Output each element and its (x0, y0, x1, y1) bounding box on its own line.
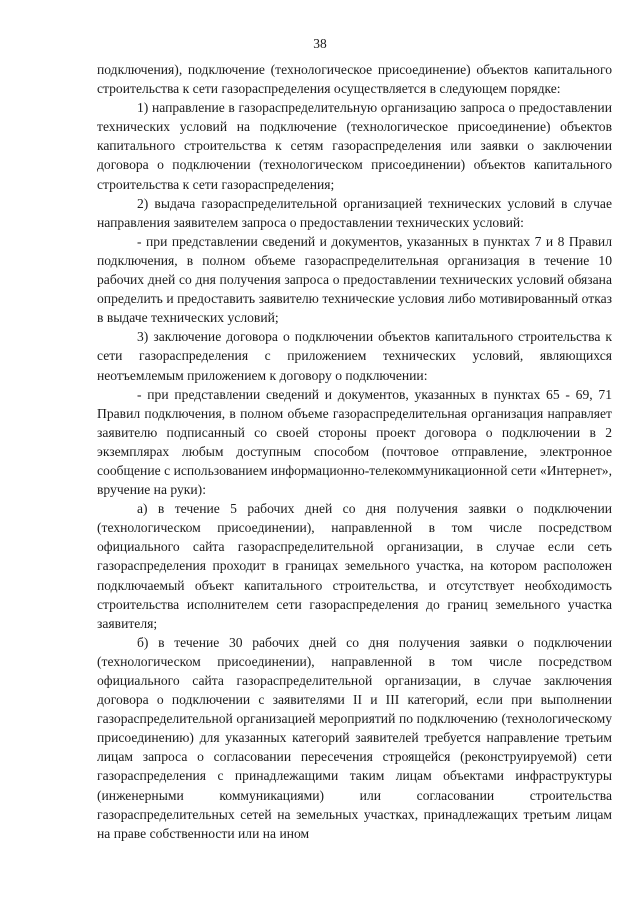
paragraph-item-2: 2) выдача газораспределительной организацией технических условий в случае направления заявителем запроса о предоставлении технических условий: (97, 195, 612, 230)
paragraph-item-3-detail: - при представлении сведений и документов, указанных в пунктах 65 - 69, 71 Правил подключения, в полном объеме газораспределительная организация направляет заявителю подписанный со своей стороны проект договора о подключении в 2 экземплярах любым доступным способом (почтовое отправление, электронное сообщение с использованием информационно-телекоммуникационной сети «Интернет», вручение на руки): (97, 386, 612, 498)
paragraph-continuation: подключения), подключение (технологическое присоединение) объектов капитального строительства к сети газораспределения осуществляется в следующем порядке: (97, 62, 612, 97)
paragraph-subitem-a: а) в течение 5 рабочих дней со дня получения заявки о подключении (технологическом присоединении), направленной в том числе посредством официального сайта газораспределительной организации, в случае если сеть газораспределения проходит в границах земельного участка, на котором расположен подключаемый объект капитального строительства, и отсутствует необходимость строительства исполнителем сети газораспределения до границ земельного участка заявителя; (97, 501, 612, 631)
paragraph-item-3: 3) заключение договора о подключении объектов капитального строительства к сети газораспределения с приложением технических условий, являющихся неотъемлемым приложением к договору о подключении: (97, 329, 612, 383)
page-number: 38 (313, 36, 327, 51)
paragraph-item-1: 1) направление в газораспределительную организацию запроса о предоставлении технических условий на подключение (технологическое присоединение) объектов капитального строительства к сетям газораспределения или заявки о заключении договора о подключении (технологическом присоединении) объектов капитального строительства к сети газораспределения; (97, 100, 612, 192)
paragraph-subitem-b: б) в течение 30 рабочих дней со дня получения заявки о подключении (технологическом присоединении), направленной в том числе посредством официального сайта газораспределительной организации, в случае заключения договора о подключении с заявителями II и III категорий, если при выполнении газораспределительной организацией мероприятий по подключению (технологическому присоединению) для указанных категорий заявителей требуется направление третьим лицам запроса о согласовании пересечения строящейся (реконструируемой) сети газораспределения с принадлежащими таким лицам объектами инфраструктуры (инженерными коммуникациями) или согласовании строительства газораспределительных сетей на земельных участках, принадлежащих третьим лицам на праве собственности или на ином (97, 634, 612, 841)
document-body (97, 60, 612, 843)
paragraph-item-2-detail: - при представлении сведений и документов, указанных в пунктах 7 и 8 Правил подключения, в полном объеме газораспределительная организация в течение 10 рабочих дней со дня получения запроса о предоставлении технических условий обязана определить и предоставить заявителю технические условия либо мотивированный отказ в выдаче технических условий; (97, 233, 612, 326)
